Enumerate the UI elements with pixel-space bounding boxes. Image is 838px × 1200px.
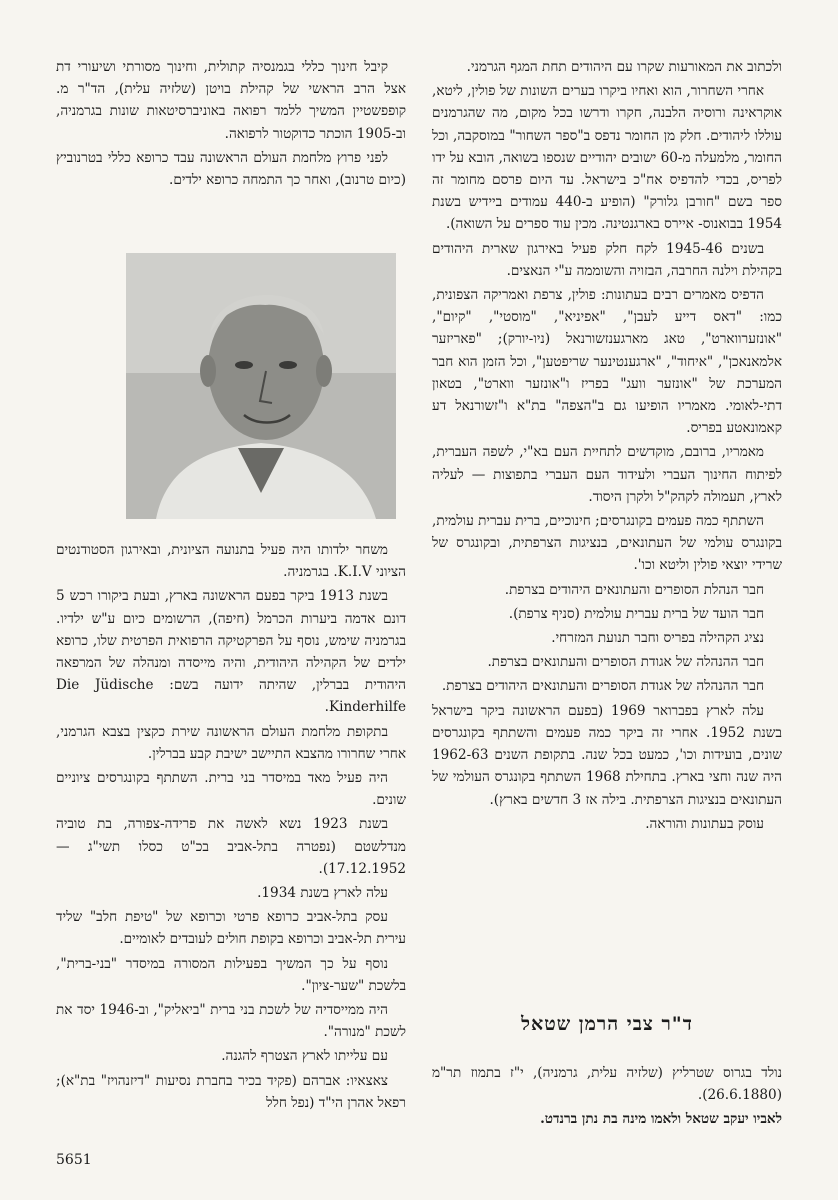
portrait-photo	[126, 253, 396, 519]
paragraph: עסק בתל-אביב כרופא פרטי וכרופא של "טיפת חלב" שליד עירית תל-אביב וכרופא בקופת חולים לעובדים לאומיים.	[56, 909, 406, 948]
paragraph: בשנים 1945-46 לקח חלק פעיל באירגון שארית היהודים בקהילת וילנה החרבה, הבזויה והשוממה ע"י הנאצים.	[432, 240, 782, 279]
paragraph: לאביו יעקב שטאל ולאמו מינה בת נתן ברנדט.	[540, 1111, 782, 1128]
paragraph: אחרי השחרור, הוא ואחיו ביקרו בערים השונות של פולין, ליטא, אוקראינה ורוסיה הלבנה, חקרו ודרשו בכל מקום, מה שהגרמנים עוללו ליהודים. חלק מן החומר נדפס ב"ספר השחור" במוסקבה, וכל החומר, מלמעלה מ-60 ישובים יהודיים שנספו בשואה, הובא על ידו לפריס, בכדי להדפיס אח"כ בישראל. עד היום פרסם מחומר זה ספר בשם "חורבן גלורק" (הופיע ב-440 עמודים ביידיש בשנת 1954 בבואנוס- איירס בארגנטינה. מכין עוד ספרים על השואה).	[432, 83, 782, 233]
paragraph: ולכתוב את המאורעות שקרו עם היהודים תחת המגף הגרמני.	[466, 59, 782, 75]
paragraph: משחר ילדותו היה פעיל בתנועה הציונית, ובאירגון הסטודנטים הציוני K.I.V. בגרמניה.	[56, 542, 406, 581]
paragraph: היה פעיל מאד במיסדר בני ברית. השתתף בקונגרסים ציוניים שונים.	[56, 770, 406, 809]
paragraph: נוסף על כך המשיך בפעילות המסורה במיסדר "בני-ברית", בלשכת "שער-ציון".	[56, 955, 406, 994]
paragraph: חבר הועד של ברית עברית עולמית (סניף צרפת).	[508, 605, 764, 622]
paragraph: השתתף כמה פעמים בקונגרסים; חינוכיים, ברית עברית עולמית, בקונגרס עולמי של העתונאים, בנציגות הצרפתית, ובקונגרס של שרידי יוצאי פולין וליטא וכו'.	[432, 513, 782, 574]
paragraph: בתקופת מלחמת העולם הראשונה שירת כקצין בצבא הגרמני, אחרי שחרורו מהצבא התיישב ישיבת קבע בברלין.	[56, 723, 406, 762]
paragraph: עוסק בעתונות והוראה.	[645, 815, 764, 832]
paragraph: חבר ההנהלה של אגודת הסופרים והעתונאים היהודים בצרפת.	[441, 678, 764, 695]
paragraph: בשנת 1923 נשא לאשה את פרידה-צפורה, בת טוביה מנדלשטם (נפטרה בתל-אביב בכ"ט כסלו תשי"ג — 17.12.1952).	[56, 816, 406, 877]
paragraph: קיבל חינוך כללי בגמנסיה קתולית, וחינוך מסורתי ושיעורי דת אצל הרב הראשי של קהילת בויטן (שלזיה עלית), הד"ר מ. קופפשטיין המשיך ללמד רפואה באוניברסיטאות שונות בגרמניה, וב-1905 הוכתר כדוקטור לרפואה.	[56, 59, 406, 142]
portrait-illustration	[126, 253, 396, 519]
left-column-top	[56, 56, 406, 193]
bio-title: ד"ר צבי הרמן שטאל	[521, 1013, 693, 1035]
paragraph: הדפיס מאמרים רבים בעתונות: פולין, צרפת ואמריקה הצפונית, כמו: "דאס דייע לעבן", "אפיניא", "מוסטי", "קיום", "אונזערווארט", טאג מארגענזשורנאל (ניו-יורק); "פאריזער אלמאנאכן", "איחוד", "ארגענטינער שריפטען", וכל הזמן הוא חבר המערכת של "אונזער וועג" בפריז ו"אונזער ווארט", בטאון דתי-לאומי. מאמריו הופיעו גם ב"הצפה" בת"א ו"זשורנאל דע קאמונאטע בפריס.	[432, 287, 782, 437]
paragraph: עלה לארץ בפברואר 1969 (בפעם הראשונה ביקר בישראל בשנת 1952. אחרי זה ביקר כמה פעמים והשתתף בקונגרסים שונים, בועידות וכו', כמעט בכל שנה. בתקופת השנים 1962-63 היה שנה וחצי בארץ. בתחילת 1968 השתתף בקונגרס העולמי של העתונאים בנציגות הצרפתית. בילה אז 3 חדשים בארץ).	[432, 702, 782, 808]
paragraph: חבר ההנהלה של אגודת הסופרים והעתונאים בצרפת.	[487, 654, 764, 671]
paragraph: היה ממייסדיה של לשכת בני ברית "ביאליק", וב-1946 יסד את לשכת "מנורה".	[56, 1002, 406, 1041]
paragraph: נולד בגרוס שטרליץ (שלזיה עלית, גרמניה), י"ז בתמוז תר"מ (26.6.1880).	[432, 1065, 782, 1104]
paragraph: עלה לארץ בשנת 1934.	[257, 885, 388, 902]
bio-body	[432, 1062, 782, 1133]
page-number: 5651	[56, 1152, 92, 1168]
paragraph: צאצאיו: אברהם (פקיד בכיר בחברת נסיעות "דיזנהויז" בת"א); רפאל אהרן הי"ד (נפל חלל	[56, 1072, 406, 1111]
paragraph: בשנת 1913 ביקר בפעם הראשונה בארץ, ובעת ביקורו רכש 5 דונם אדמה ביערות הכרמל (חיפה), הרשומים כיום ע"ש ילדיו. בגרמניה שימש, נוסף על הפרקטיקה הרפואית הפרטית שלו, כרופא ילדים של הקהילה היהודית, והיה מייסדה ומנהלה של המרפאה היהודית בברלין, שהיתה ידועה בשם: Die Jüdische Kinderhilfe.	[56, 588, 406, 716]
paragraph: מאמריו, ברובם, מוקדשים לתחיית העם בא"י, לשפה העברית, לפיתוח החינוך העברי ולעידוד העם העברי בתפוצות — לעליה לארץ, תעמולה לקהק"ל ולקרן היסוד.	[432, 444, 782, 505]
paragraph: נציג הקהילה בפריס וחבר תנועת המזרחי.	[551, 630, 764, 647]
paragraph: חבר הנהלת הסופרים והעתונאים היהודים בצרפת.	[504, 581, 764, 598]
left-column-bottom	[56, 539, 406, 1116]
right-column	[432, 56, 782, 837]
paragraph: עם עלייתו לארץ הצטרף להגנה.	[221, 1048, 388, 1065]
paragraph: לפני פרוץ מלחמת העולם הראשונה עבד כרופא כללי בטרנוביץ (כיום טרנוב), ואחר כך התמחה כרופא ילדים.	[56, 149, 406, 189]
